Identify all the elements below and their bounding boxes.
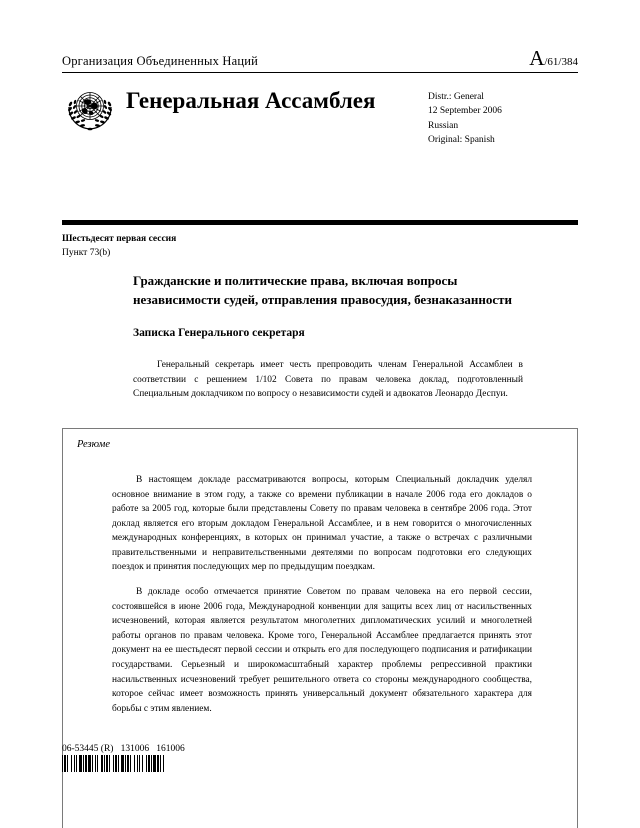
session-agenda-item: Пункт 73(b) [62,248,111,259]
distribution-date: 12 September 2006 [428,106,502,117]
document-masthead [62,48,578,147]
organization-line [62,48,578,73]
summary-paragraph: В докладе особо отмечается принятие Советом по правам человека на его первой сессии, состоявшейся в июне 2006 года, Международной конвенции для защиты всех лиц от насильственных исчезновений, которая является результатом многолетних дипломатических усилий и многолетней работы органов по правам человека. Кроме того, Генеральной Ассамблее предлагается принять этот документ на ее шестьдесят первой сессии и открыть его для последующего подписания и ратификации государствами. Серьезный и широкомасштабный характер проблемы репрессивной практики насильственных исчезновений требует решительного ответа со стороны международного сообщества, которое сейчас имеет возможность принять универсальный документ обязательного характера для борьбы с этим явлением. [112,587,532,714]
session-info [62,232,362,261]
summary-label: Резюме [77,439,111,450]
assembly-row [62,83,578,147]
document-symbol-letter: A [529,46,545,70]
document-symbol [529,48,578,69]
page-title: Гражданские и политические права, включая вопросы независимости судей, отправления правосудия, безнаказанности [133,273,513,307]
organization-name: Организация Объединенных Наций [62,54,259,68]
distribution-language: Russian [428,120,459,131]
session-title: Шестьдесят первая сессия [62,234,177,244]
title-block [133,272,523,339]
summary-paragraph: В настоящем докладе рассматриваются вопросы, которым Специальный докладчик уделял основное внимание в этом году, а также со времени публикации в начале 2006 года его докладов о работе за 2005 год, которые были представлены Совету по правам человека в сентябре 2006 года. Этот доклад является его вторым докладом Генеральной Ассамблее, и в нем говорится о многочисленных международных конференциях, в которых он принимал участие, а также о встречах с различными правительственными и неправительственными деятелями по вопросам подготовки его следующих поездок и принятия последующих мер по предыдущим поездкам. [112,475,532,573]
un-emblem-icon [62,85,118,135]
document-footer [62,744,578,772]
distribution-block [428,90,578,147]
barcode-icon [62,755,170,772]
summary-body [112,473,532,726]
page-subtitle: Записка Генерального секретаря [133,326,305,339]
distribution-type: Distr.: General [428,92,484,102]
assembly-title: Генеральная Ассамблея [126,88,376,113]
distribution-original: Original: Spanish [428,134,495,145]
intro-paragraph: Генеральный секретарь имеет честь препроводить членам Генеральной Ассамблеи в соответствии с решением 1/102 Совета по правам человека доклад, подготовленный Специальным докладчиком по вопросу о независимости судей и адвокатов Леонардо Деспуи. [133,360,523,400]
header-divider-rule [62,220,578,225]
job-code: 06-53445 (R) 131006 161006 [62,744,185,754]
document-symbol-number: /61/384 [544,56,578,68]
